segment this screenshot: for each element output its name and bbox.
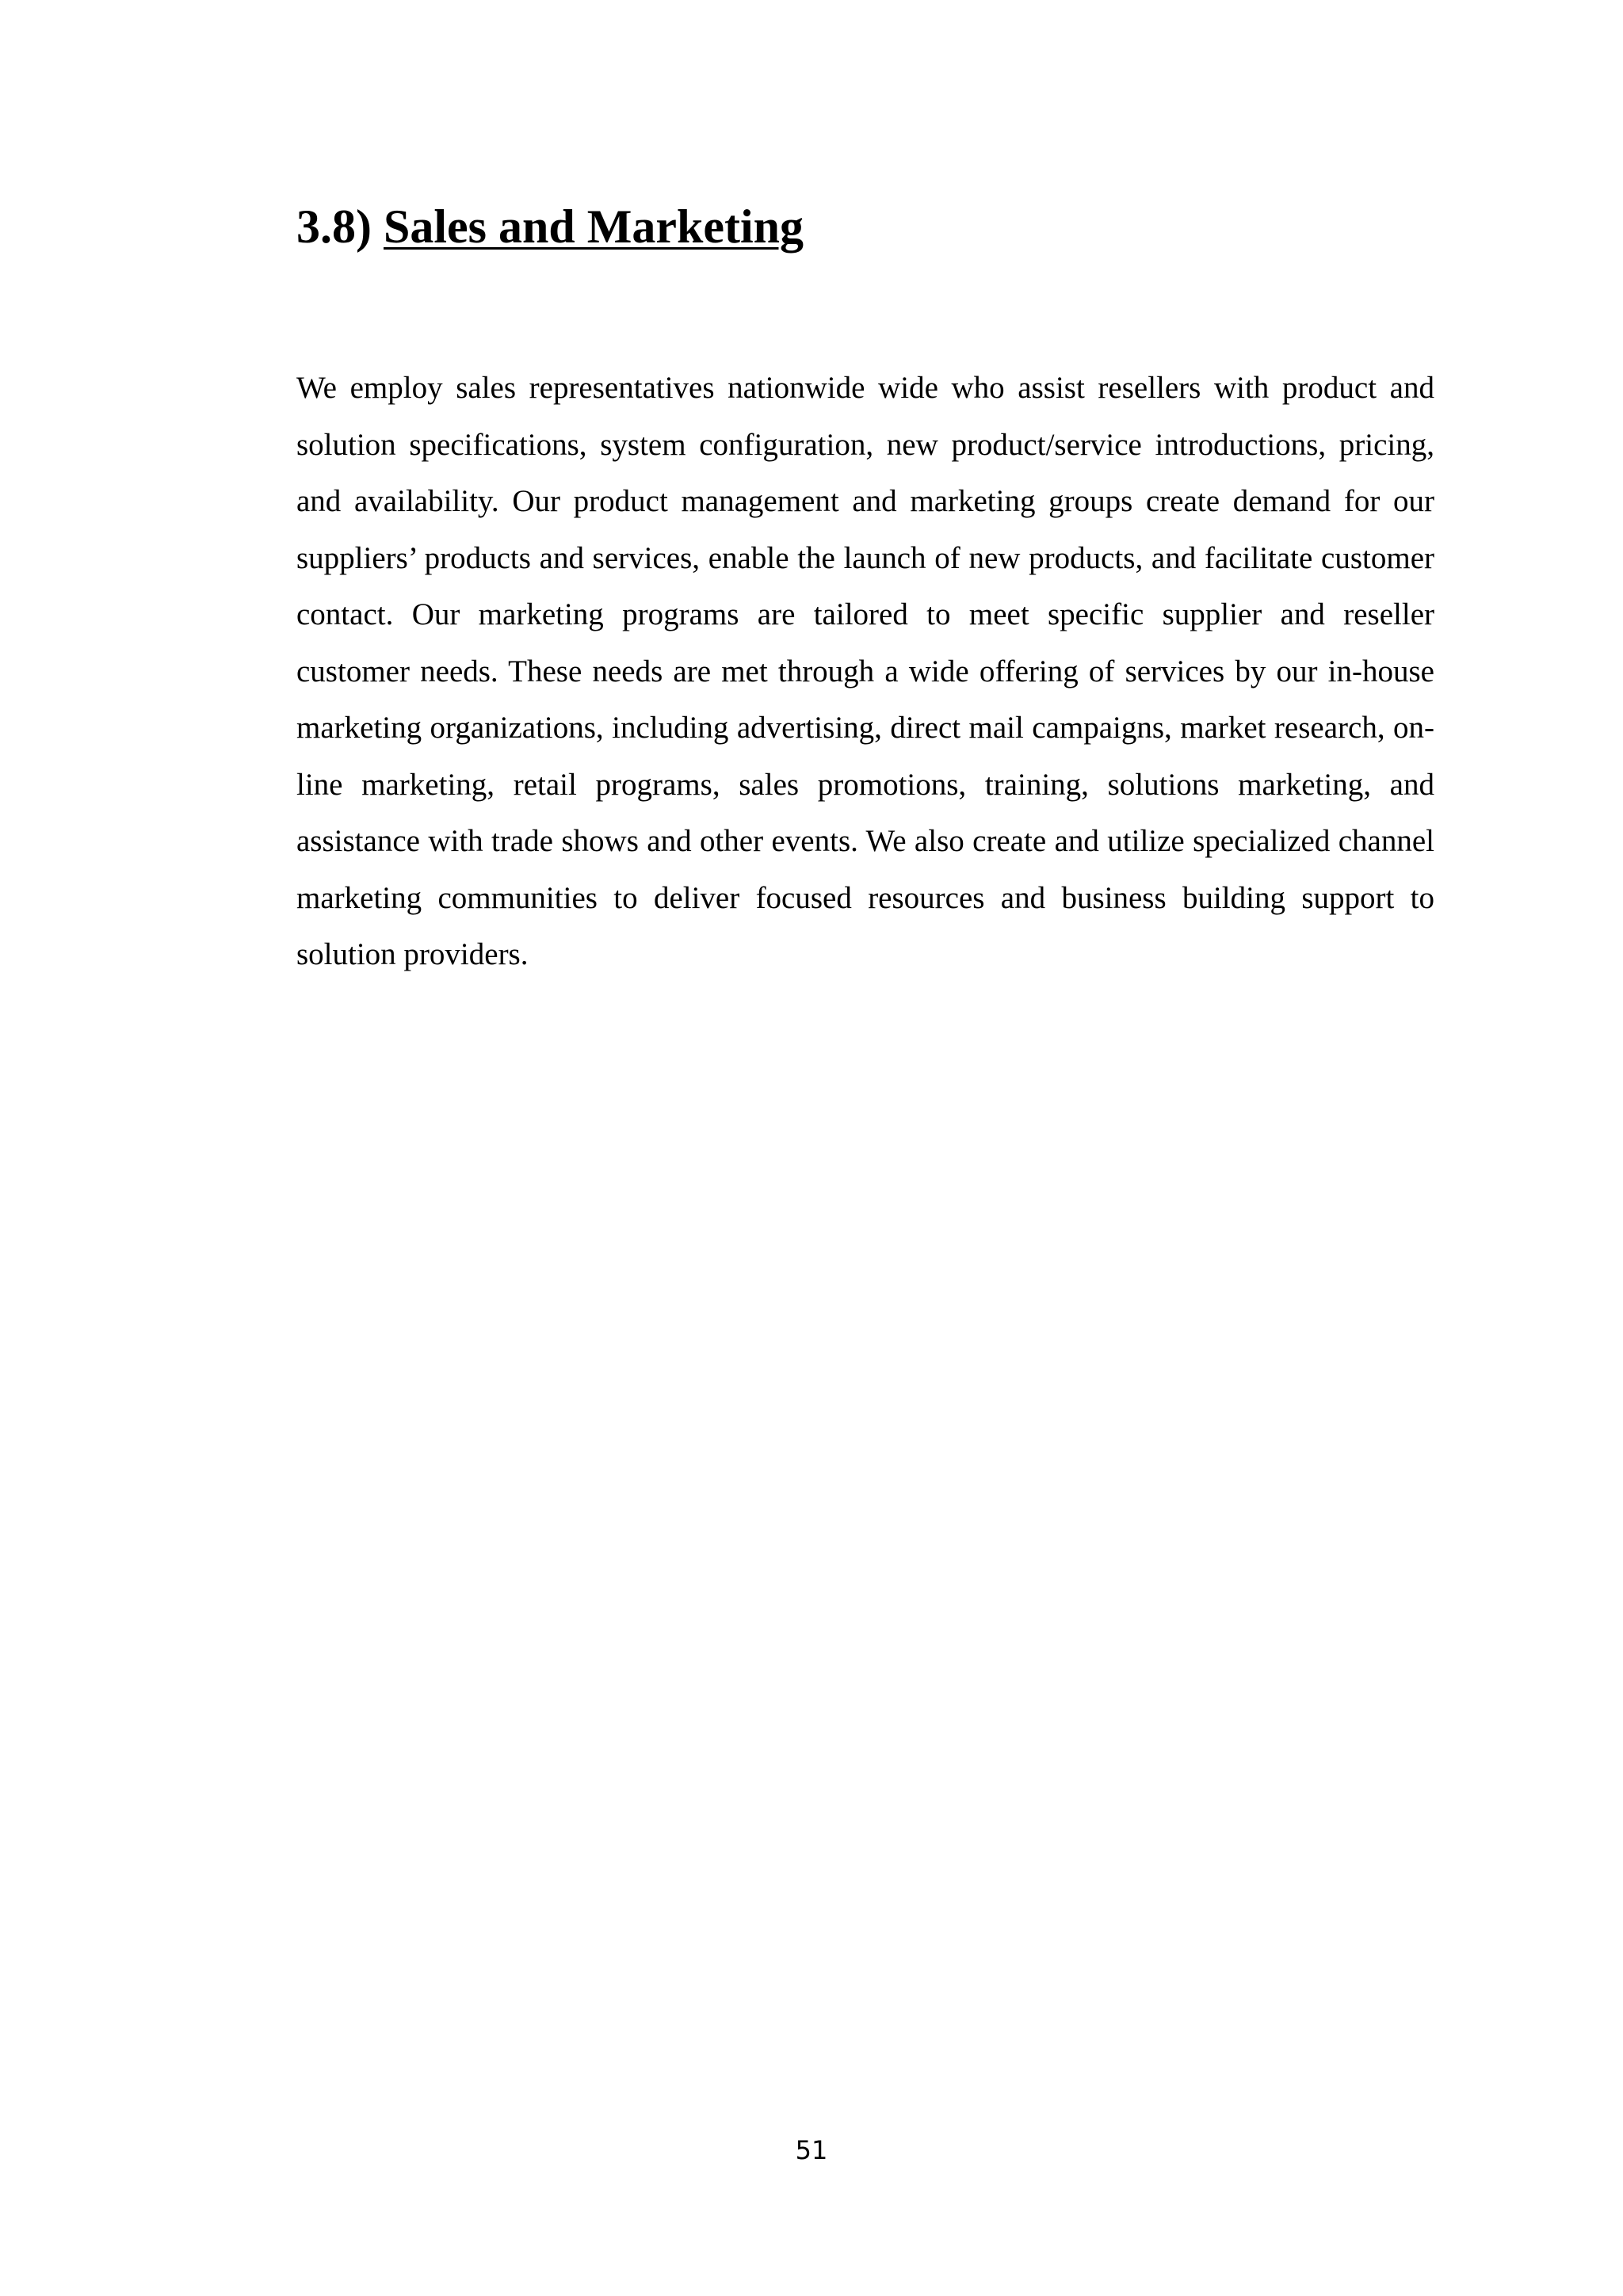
body-paragraph: We employ sales representatives nationwide wide who assist resellers with product and solution specifications, system configuration, new product/service introductions, pricing, and availability. Our product management and marketing groups create demand for our suppliers’ products and services, enable the launch of new products, and facilitate customer contact. Our marketing programs are tailored to meet specific supplier and reseller customer needs. These needs are met through a wide offering of services by our in-house marketing organizations, including advertising, direct mail campaigns, market research, on-line marketing, retail programs, sales promotions, training, solutions marketing, and assistance with trade shows and other events. We also create and utilize specialized channel marketing communities to deliver focused resources and business building support to solution providers. <box>296 371 1434 971</box>
page-number: 51 <box>795 2135 828 2165</box>
section-heading <box>296 196 804 257</box>
section-number: 3.8) <box>296 200 372 253</box>
section-title: Sales and Marketing <box>383 200 804 253</box>
